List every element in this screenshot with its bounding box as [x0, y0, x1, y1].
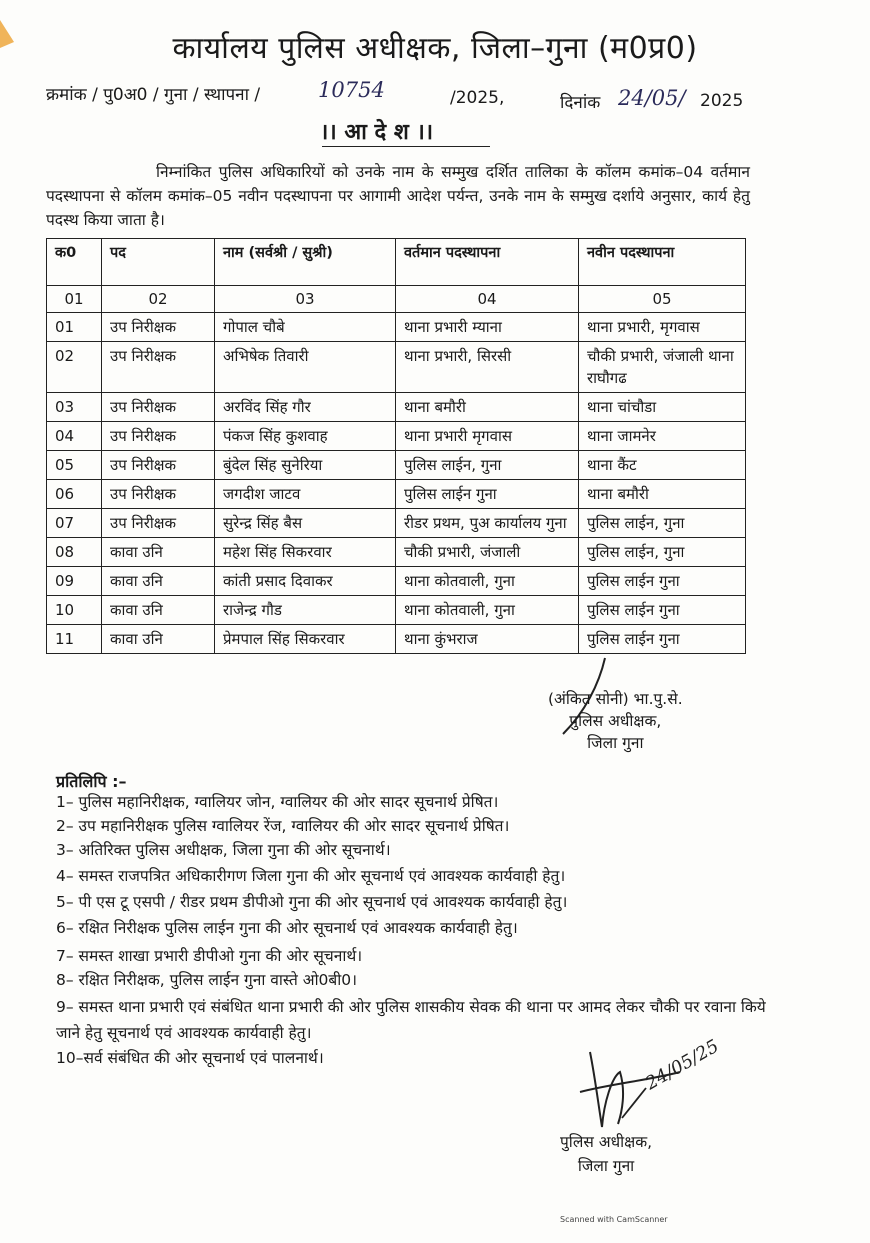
row-name: प्रेमपाल सिंह सिकरवार — [215, 625, 396, 654]
signatory-district: जिला गुना — [587, 734, 644, 752]
row-rank: कावा उनि — [102, 538, 215, 567]
row-name: सुरेन्द्र सिंह बैस — [215, 509, 396, 538]
row-current-posting: चौकी प्रभारी, जंजाली — [396, 538, 579, 567]
row-rank: उप निरीक्षक — [102, 422, 215, 451]
row-new-posting: थाना कैंट — [579, 451, 746, 480]
col-number: 03 — [215, 286, 396, 313]
row-name: पंकज सिंह कुशवाह — [215, 422, 396, 451]
office-title: कार्यालय पुलिस अधीक्षक, जिला–गुना (म0प्र0) — [172, 31, 698, 66]
copy-list-item: 1– पुलिस महानिरीक्षक, ग्वालियर जोन, ग्वालियर की ओर सादर सूचनार्थ प्रेषित। — [56, 793, 499, 811]
signatory-designation: पुलिस अधीक्षक, — [569, 712, 662, 730]
row-new-posting: पुलिस लाईन गुना — [579, 596, 746, 625]
row-name: अभिषेक तिवारी — [215, 342, 396, 393]
table-row — [47, 313, 746, 342]
signature-date: 24/05/25 — [642, 1035, 723, 1095]
row-sn: 09 — [47, 567, 102, 596]
copy-list-item: 6– रक्षित निरीक्षक पुलिस लाईन गुना की ओर सूचनार्थ एवं आवश्यक कार्यवाही हेतु। — [56, 919, 518, 937]
row-sn: 03 — [47, 393, 102, 422]
header-current-posting: वर्तमान पदस्थापना — [396, 239, 579, 286]
col-number: 01 — [47, 286, 102, 313]
row-current-posting: पुलिस लाईन गुना — [396, 480, 579, 509]
signatory-designation: पुलिस अधीक्षक, — [560, 1133, 653, 1151]
row-new-posting: थाना जामनेर — [579, 422, 746, 451]
row-name: जगदीश जाटव — [215, 480, 396, 509]
col-number: 04 — [396, 286, 579, 313]
date-year: 2025 — [700, 91, 744, 111]
row-current-posting: रीडर प्रथम, पुअ कार्यालय गुना — [396, 509, 579, 538]
row-new-posting: पुलिस लाईन गुना — [579, 567, 746, 596]
header-name: नाम (सर्वश्री / सुश्री) — [215, 239, 396, 286]
row-current-posting: थाना प्रभारी मृगवास — [396, 422, 579, 451]
date-label: दिनांक — [560, 93, 601, 113]
date-day-month: 24/05/ — [618, 86, 686, 110]
table-header-row — [47, 239, 746, 286]
order-heading: ।। आ दे श ।। — [320, 120, 434, 145]
signatory-name: (अंकित सोनी) भा.पु.से. — [548, 690, 683, 708]
transfer-table — [46, 238, 746, 654]
row-rank: उप निरीक्षक — [102, 451, 215, 480]
row-name: गोपाल चौबे — [215, 313, 396, 342]
copy-list-item: 4– समस्त राजपत्रित अधिकारीगण जिला गुना की ओर सूचनार्थ एवं आवश्यक कार्यवाही हेतु। — [56, 867, 566, 885]
copy-list-item: 7– समस्त शाखा प्रभारी डीपीओ गुना की ओर सूचनार्थ। — [56, 947, 363, 965]
row-new-posting: पुलिस लाईन, गुना — [579, 538, 746, 567]
row-new-posting: थाना चांचौडा — [579, 393, 746, 422]
table-row — [47, 567, 746, 596]
copy-list-item: 10–सर्व संबंधित की ओर सूचनार्थ एवं पालनार्थ। — [56, 1049, 324, 1067]
row-sn: 11 — [47, 625, 102, 654]
ref-prefix: क्रमांक / पु0अ0 / गुना / स्थापना / — [46, 85, 261, 105]
row-rank: कावा उनि — [102, 625, 215, 654]
table-row — [47, 596, 746, 625]
header-rank: पद — [102, 239, 215, 286]
table-row — [47, 480, 746, 509]
row-current-posting: थाना कोतवाली, गुना — [396, 567, 579, 596]
order-heading-underline — [322, 146, 490, 147]
row-current-posting: पुलिस लाईन, गुना — [396, 451, 579, 480]
row-sn: 05 — [47, 451, 102, 480]
row-name: महेश सिंह सिकरवार — [215, 538, 396, 567]
copy-list-item: 5– पी एस टू एसपी / रीडर प्रथम डीपीओ गुना की ओर सूचनार्थ एवं आवश्यक कार्यवाही हेतु। — [56, 893, 568, 911]
row-sn: 07 — [47, 509, 102, 538]
ref-number: 10754 — [318, 78, 385, 102]
table-body — [47, 313, 746, 654]
copy-list-item: 2– उप महानिरीक्षक पुलिस ग्वालियर रेंज, ग्वालियर की ओर सादर सूचनार्थ प्रेषित। — [56, 817, 510, 835]
row-rank: उप निरीक्षक — [102, 393, 215, 422]
table-row — [47, 393, 746, 422]
row-new-posting: थाना प्रभारी, मृगवास — [579, 313, 746, 342]
row-name: अरविंद सिंह गौर — [215, 393, 396, 422]
copy-list-item: 9– समस्त थाना प्रभारी एवं संबंधित थाना प्रभारी की ओर पुलिस शासकीय सेवक की थाना पर आमद लेकर चौकी पर रवाना किये जाने हेतु सूचनार्थ एवं आवश्यक कार्यवाही हेतु। — [56, 998, 766, 1042]
table-column-number-row — [47, 286, 746, 313]
row-current-posting: थाना प्रभारी म्याना — [396, 313, 579, 342]
copy-heading: प्रतिलिपि :– — [56, 772, 127, 791]
row-new-posting: पुलिस लाईन गुना — [579, 625, 746, 654]
row-new-posting: चौकी प्रभारी, जंजाली थाना राघौगढ — [579, 342, 746, 393]
table-row — [47, 538, 746, 567]
table-row — [47, 451, 746, 480]
ref-year: /2025, — [450, 88, 505, 108]
row-rank: कावा उनि — [102, 596, 215, 625]
signature-block-2 — [560, 1130, 652, 1178]
row-rank: कावा उनि — [102, 567, 215, 596]
row-name: कांती प्रसाद दिवाकर — [215, 567, 396, 596]
row-rank: उप निरीक्षक — [102, 509, 215, 538]
row-sn: 10 — [47, 596, 102, 625]
table-row — [47, 342, 746, 393]
row-sn: 08 — [47, 538, 102, 567]
col-number: 02 — [102, 286, 215, 313]
row-sn: 06 — [47, 480, 102, 509]
header-new-posting: नवीन पदस्थापना — [579, 239, 746, 286]
row-rank: उप निरीक्षक — [102, 342, 215, 393]
row-current-posting: थाना कोतवाली, गुना — [396, 596, 579, 625]
copy-list-item: 8– रक्षित निरीक्षक, पुलिस लाईन गुना वास्ते ओ0बी0। — [56, 971, 358, 989]
row-current-posting: थाना कुंभराज — [396, 625, 579, 654]
col-number: 05 — [579, 286, 746, 313]
signature-block-1 — [548, 688, 683, 754]
table-row — [47, 625, 746, 654]
row-sn: 01 — [47, 313, 102, 342]
handwritten-signature — [560, 1032, 740, 1132]
header-sn: क0 — [47, 239, 102, 286]
signatory-district: जिला गुना — [577, 1157, 635, 1175]
row-current-posting: थाना बमौरी — [396, 393, 579, 422]
row-rank: उप निरीक्षक — [102, 480, 215, 509]
intro-paragraph: निम्नांकित पुलिस अधिकारियों को उनके नाम के सम्मुख दर्शित तालिका के कॉलम कमांक–04 वर्तमान पदस्थापना से कॉलम कमांक–05 नवीन पदस्थापना पर आगामी आदेश पर्यन्त, उनके नाम के सम्मुख दर्शाये अनुसार, कार्य हेतु पदस्थ किया जाता है। — [46, 163, 750, 229]
row-name: राजेन्द्र गौड — [215, 596, 396, 625]
row-current-posting: थाना प्रभारी, सिरसी — [396, 342, 579, 393]
row-new-posting: थाना बमौरी — [579, 480, 746, 509]
scanner-watermark: Scanned with CamScanner — [560, 1215, 668, 1224]
row-new-posting: पुलिस लाईन, गुना — [579, 509, 746, 538]
row-rank: उप निरीक्षक — [102, 313, 215, 342]
table-row — [47, 422, 746, 451]
row-sn: 02 — [47, 342, 102, 393]
copy-list-item: 3– अतिरिक्त पुलिस अधीक्षक, जिला गुना की ओर सूचनार्थ। — [56, 841, 391, 859]
table-row — [47, 509, 746, 538]
row-sn: 04 — [47, 422, 102, 451]
row-name: बुंदेल सिंह सुनेरिया — [215, 451, 396, 480]
